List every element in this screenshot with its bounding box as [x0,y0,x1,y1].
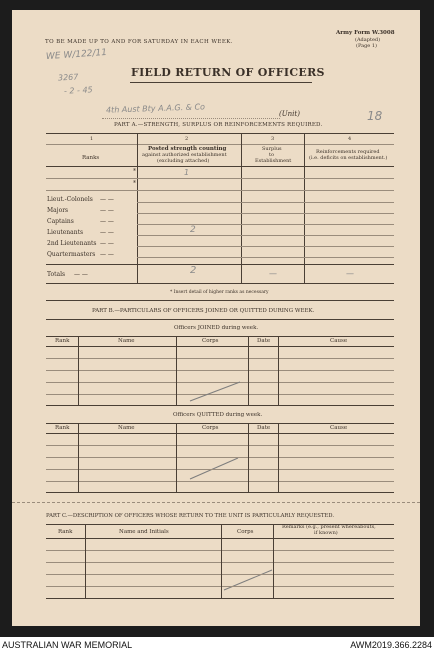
handwritten-totals-surplus: — [269,269,277,278]
joined-row-rule [46,358,394,359]
joined-col-divider [248,336,249,405]
quitted-row-rule [46,457,394,458]
joined-col-date: Date [257,338,271,344]
part-c-row-rule [46,550,394,551]
row-rule [137,213,394,214]
col-divider-2 [241,133,242,283]
header-bottom-rule [46,166,394,167]
col-divider-1 [137,133,138,283]
part-a-end-rule [46,300,394,301]
quitted-col-divider [278,423,279,492]
header-surplus-2: to [269,152,275,158]
asterisk-row-1: * [133,168,136,175]
joined-col-divider [278,336,279,405]
rank-captains: Captains [47,218,74,225]
row-rule [137,202,394,203]
joined-col-divider [78,336,79,405]
header-reinforcements-1: Reinforcements required [316,149,380,155]
joined-row-rule [46,370,394,371]
part-c-col-divider [273,524,274,598]
row-rule [46,190,394,191]
joined-row-rule [46,394,394,395]
joined-title: Officers JOINED during week. [174,325,259,331]
dash-leader: — — [100,240,114,247]
row-rule [137,235,394,236]
archive-name: AUSTRALIAN WAR MEMORIAL [2,640,133,650]
col-number-2: 2 [185,136,189,142]
row-rule [137,257,394,258]
part-c-title: PART C.—DESCRIPTION OF OFFICERS WHOSE RETURN TO THE UNIT IS PARTICULARLY REQUESTED. [46,513,335,519]
col-number-1: 1 [90,136,94,142]
quitted-col-name: Name [118,425,135,431]
dash-leader: — — [100,229,114,236]
quitted-col-corps: Corps [202,425,219,431]
quitted-row-rule [46,445,394,446]
quitted-col-divider [176,423,177,492]
quitted-col-cause: Cause [330,425,348,431]
rank-lieut-colonels: Lieut.-Colonels [47,196,93,203]
form-page: (Page 1) [356,43,377,49]
header-surplus-1: Surplus [262,146,282,152]
part-a-title: PART A.—STRENGTH, SURPLUS OR REINFORCEMENTS REQUIRED. [114,122,323,128]
part-c-col-divider [221,524,222,598]
handwritten-posted-top: 1 [184,168,190,177]
quitted-table-top [46,423,394,424]
rank-majors: Majors [47,207,69,214]
handwritten-page-number: 18 [367,109,383,123]
dash-leader: — — [100,207,114,214]
row-rule [137,246,394,247]
part-b-top-rule [46,319,394,320]
dash-leader: — — [100,251,114,258]
handwritten-lieutenants-posted: 2 [190,225,196,235]
handwritten-reference: WE W/122/11 [45,47,108,63]
quitted-table-bottom [46,492,394,493]
joined-header-rule [46,346,394,347]
col-number-3: 3 [271,136,275,142]
form-number: Army Form W.3008 [336,30,395,36]
part-b-title: PART B.—PARTICULARS OF OFFICERS JOINED OR QUITTED DURING WEEK. [92,308,315,314]
part-c-col-remarks-1: Remarks (e.g., present whereabouts, [282,524,376,530]
part-a-footnote: * Insert detail of higher ranks as necessary [170,290,269,295]
quitted-col-divider [248,423,249,492]
part-c-col-corps: Corps [237,529,254,535]
joined-col-name: Name [118,338,135,344]
handwritten-reference-2: 3267 [57,72,79,83]
quitted-header-rule [46,433,394,434]
quitted-title: Officers QUITTED during week. [173,412,263,418]
header-surplus-3: Establishment [255,158,292,164]
asterisk-row-2: * [133,180,136,187]
header-reinforcements-2: (i.e. deficits on establishment.) [309,155,388,161]
header-posted-2: against authorized establishment [142,152,227,158]
rank-lieutenants: Lieutenants [47,229,84,236]
handwritten-unit-name: 4th Aust Bty A.A.G. & Co [105,102,206,115]
title-underline [130,82,312,83]
dash-leader: — — [100,218,114,225]
joined-col-divider [176,336,177,405]
totals-label: Totals [47,271,66,278]
form-adapted: (Adapted) [355,37,381,43]
row-rule [46,178,394,179]
joined-nil-strike [190,382,240,401]
quitted-row-rule [46,481,394,482]
part-c-col-rank: Rank [58,529,73,535]
totals-top-rule [46,264,394,265]
part-c-header-rule [46,538,394,539]
col-divider-3 [304,133,305,283]
archive-accession-number: AWM2019.366.2284 [350,640,432,650]
row-rule [137,224,394,225]
form-sheet [12,10,420,626]
joined-table-top [46,336,394,337]
quitted-col-date: Date [257,425,271,431]
part-c-row-rule [46,574,394,575]
joined-col-corps: Corps [202,338,219,344]
fold-line [12,502,420,503]
part-c-row-rule [46,562,394,563]
nil-strike-lines [12,10,420,626]
part-a-top-rule [46,133,394,134]
col-number-4: 4 [348,136,352,142]
part-c-table-bottom [46,598,394,599]
header-ranks: Ranks [82,155,100,161]
unit-line [102,118,280,119]
part-c-nil-strike [224,570,272,590]
quitted-col-rank: Rank [55,425,70,431]
rank-quartermasters: Quartermasters [47,251,96,258]
part-c-row-rule [46,586,394,587]
dash-leader: — — [74,271,88,278]
joined-row-rule [46,382,394,383]
part-c-col-name: Name and Initials [119,529,169,535]
header-posted-1: Posted strength counting [148,146,227,152]
joined-table-bottom [46,405,394,406]
unit-label: (Unit) [279,110,300,118]
handwritten-reference-3: - 2 - 45 [63,85,93,96]
form-title: FIELD RETURN OF OFFICERS [131,66,325,79]
part-c-col-divider [85,524,86,598]
quitted-row-rule [46,469,394,470]
joined-col-rank: Rank [55,338,70,344]
header-posted-3: (excluding attached) [157,158,210,164]
header-instruction: TO BE MADE UP TO AND FOR SATURDAY IN EACH WEEK. [45,39,233,45]
handwritten-totals-posted: 2 [190,265,197,276]
archive-caption-bar [0,637,434,653]
number-row-rule [46,144,394,145]
totals-bottom-rule [46,283,394,284]
joined-col-cause: Cause [330,338,348,344]
dash-leader: — — [100,196,114,203]
part-c-col-remarks-2: if known) [314,530,338,536]
handwritten-totals-reinforcements: — [346,269,354,278]
quitted-col-divider [78,423,79,492]
rank-2nd-lieutenants: 2nd Lieutenants [47,240,97,247]
